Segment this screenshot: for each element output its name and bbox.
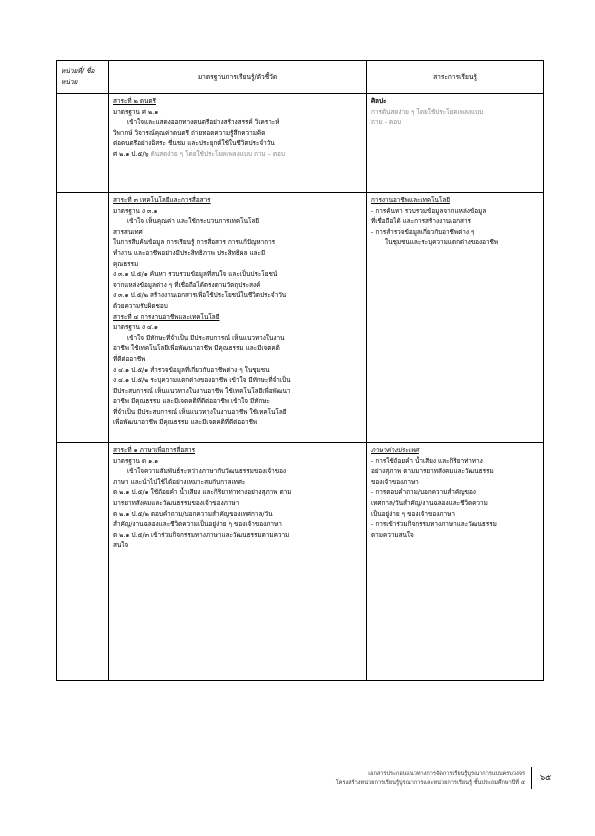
table-row (57, 443, 544, 681)
content-text: ของเจ้าของภาษา (371, 477, 419, 486)
page-footer (250, 770, 525, 788)
header-content: สาระการเรียนรู้ (367, 61, 544, 94)
header-standards: มาตรฐานการเรียนรู้/ตัวชี้วัด (109, 61, 367, 94)
content-cell (367, 193, 544, 443)
indicator-text: ง ๓.๑ ป.๕/๒ สร้างงานเอกสารเพื่อใช้ประโยชน์ในชีวิตประจำวัน (113, 291, 287, 300)
standard-text: ที่ดีต่ออาชีพ (113, 354, 146, 363)
content-text: อย่างสุภาพ ตามมารยาทสังคมและวัฒนธรรม (371, 467, 494, 476)
subject-title: ศิลปะ (371, 97, 387, 105)
content-text: ตามความสนใจ (371, 530, 414, 539)
content-text: - การใช้ถ้อยคำ น้ำเสียง และกิริยาท่าทาง (371, 456, 483, 465)
unit-cell (57, 94, 109, 193)
standard-text: เข้าใจความสัมพันธ์ระหว่างภาษากับวัฒนธรรมของเจ้าของ (127, 467, 287, 476)
indicator-text: อาชีพ มีคุณธรรม และมีเจตคติที่ดีต่ออาชีพ เข้าใจ มีทักษะ (113, 397, 270, 406)
standard-text: ภาษา และนำไปใช้ได้อย่างเหมาะสมกับกาลเทศะ (113, 477, 246, 486)
footer-line: โครงสร้างหน่วยการเรียนรู้บูรณาการและหน่วยการเรียนรู้ ชั้นประถมศึกษาปีที่ ๕ (335, 780, 525, 786)
standard-text: อาชีพ ใช้เทคโนโลยีเพื่อพัฒนาอาชีพ มีคุณธรรม และมีเจตคติ (113, 344, 280, 353)
standards-cell (109, 94, 367, 193)
standard-code: มาตรฐาน ง ๔.๑ (113, 323, 158, 332)
strand-title: สาระที่ ๔ การงานอาชีพและเทคโนโลยี (113, 312, 220, 321)
indicator-text: ต ๒.๑ ป.๕/๒ ตอบคำถาม/บอกความสำคัญของเทศกาล/วัน (113, 509, 273, 518)
strand-title: สาระที่ ๓ เทคโนโลยีและการสื่อสาร (113, 196, 211, 204)
standard-code: มาตรฐาน ง ๓.๑ (113, 206, 158, 215)
unit-cell (57, 193, 109, 443)
indicator-text: เพื่อพัฒนาอาชีพ มีคุณธรรม และมีเจตคติที่ดีต่ออาชีพ (113, 418, 258, 427)
content-text: ถาม - ตอบ (371, 118, 402, 127)
standard-text: ต่อดนตรีอย่างอิสระ ชื่นชม และประยุกต์ใช้ในชีวิตประจำวัน (113, 139, 275, 148)
standard-text: คุณธรรม (113, 259, 139, 268)
content-text: ในชุมชนและระบุความแตกต่างของอาชีพ (385, 238, 499, 247)
content-text: เป็นอยู่ง่าย ๆ ของเจ้าของภาษา (371, 509, 455, 518)
subject-title: ภาษาต่างประเทศ (371, 446, 419, 454)
indicator-text: จากแหล่งข้อมูลต่าง ๆ ที่เชื่อถือได้ตรงตามวัตถุประสงค์ (113, 280, 261, 289)
indicator-text: ง ๓.๑ ป.๕/๑ ค้นหา รวบรวมข้อมูลที่สนใจ และเป็นประโยชน์ (113, 270, 278, 279)
content-text: - การตอบคำถาม/บอกความสำคัญของ (371, 488, 476, 497)
table-row (57, 94, 544, 193)
content-cell (367, 94, 544, 193)
strand-title: สาระที่ ๒ ดนตรี (113, 97, 156, 105)
standard-text: เข้าใจ มีทักษะที่จำเป็น มีประสบการณ์ เห็นแนวทางในงาน (127, 333, 285, 342)
content-text: เทศกาล/วันสำคัญ/งานฉลองและชีวิตความ (371, 498, 488, 507)
indicator-text: ง ๔.๑ ป.๕/๒ ระบุความแตกต่างของอาชีพ เข้าใจ มีทักษะที่จำเป็น (113, 376, 291, 385)
indicator-text: ง ๔.๑ ป.๕/๑ สำรวจข้อมูลที่เกี่ยวกับอาชีพต่าง ๆ ในชุมชน (113, 365, 270, 374)
page-number: ๖๕ (540, 773, 552, 782)
curriculum-table (56, 60, 544, 681)
subject-title: การงานอาชีพและเทคโนโลยี (371, 196, 450, 204)
indicator-text: มีประสบการณ์ เห็นแนวทางในงานอาชีพ ใช้เทคโนโลยีเพื่อพัฒนา (113, 386, 291, 395)
table-row (57, 193, 544, 443)
standard-text: สารสนเทศ (113, 227, 143, 236)
standards-cell (109, 443, 367, 681)
content-text: ที่เชื่อถือได้ และการสร้างงานเอกสาร (371, 217, 471, 226)
content-text: - การเข้าร่วมกิจกรรมทางภาษาและวัฒนธรรม (371, 520, 497, 529)
standards-cell (109, 193, 367, 443)
strand-title: สาระที่ ๑ ภาษาเพื่อการสื่อสาร (113, 446, 196, 454)
footer-divider (531, 767, 532, 789)
indicator-text: ด้วยความรับผิดชอบ (113, 301, 168, 310)
header-row (57, 61, 544, 94)
indicator-text: มารยาทสังคมและวัฒนธรรมของเจ้าของภาษา (113, 498, 240, 507)
indicator-text: สนใจ (113, 541, 129, 550)
standard-text: ทำงาน และอาชีพอย่างมีประสิทธิภาพ ประสิทธิผล และมี (113, 248, 266, 257)
content-cell (367, 443, 544, 681)
standard-text: ในการสืบค้นข้อมูล การเรียนรู้ การสื่อสาร การแก้ปัญหาการ (113, 238, 276, 247)
standard-text: วิพากษ์ วิจารณ์คุณค่าดนตรี ถ่ายทอดความรู้สึกความคิด (113, 128, 266, 137)
indicator-text: ต ๒.๑ ป.๕/๓ เข้าร่วมกิจกรรมทางภาษาและวัฒนธรรมตามความ (113, 530, 290, 539)
indicator-text: ศ ๒.๑ ป.๕/๖ ด้นสดง่าย ๆ โดยใช้ประโยคเพลงแบบ ถาม – ตอบ (113, 149, 285, 158)
unit-cell (57, 443, 109, 681)
content-text: - การค้นหา รวบรวมข้อมูลจากแหล่งข้อมูล (371, 206, 487, 215)
indicator-text: สำคัญ/งานฉลองและชีวิตความเป็นอยู่ง่าย ๆ ของเจ้าของภาษา (113, 520, 282, 529)
indicator-text: ต ๒.๑ ป.๕/๑ ใช้ถ้อยคำ น้ำเสียง และกิริยาท่าทางอย่างสุภาพ ตาม (113, 488, 292, 497)
indicator-text: ที่จำเป็น มีประสบการณ์ เห็นแนวทางในงานอาชีพ ใช้เทคโนโลยี (113, 407, 287, 416)
header-unit: หน่วยที่/ ชื่อหน่วย (57, 61, 109, 94)
footer-line: เอกสารประกอบแนวทางการจัดการเรียนรู้บูรณาการแบบครบวงจร (368, 771, 525, 777)
standard-text: เข้าใจ เห็นคุณค่า และใช้กระบวนการเทคโนโลยี (127, 217, 260, 226)
content-text: การด้นสดง่าย ๆ โดยใช้ประโยคเพลงแบบ (371, 107, 484, 116)
standard-code: มาตรฐาน ต ๑.๑ (113, 456, 159, 465)
content-text: - การสำรวจข้อมูลเกี่ยวกับอาชีพต่าง ๆ (371, 227, 475, 236)
standard-code: มาตรฐาน ศ ๒.๑ (113, 107, 159, 116)
standard-text: เข้าใจและแสดงออกทางดนตรีอย่างสร้างสรรค์ วิเคราะห์ (127, 118, 280, 127)
